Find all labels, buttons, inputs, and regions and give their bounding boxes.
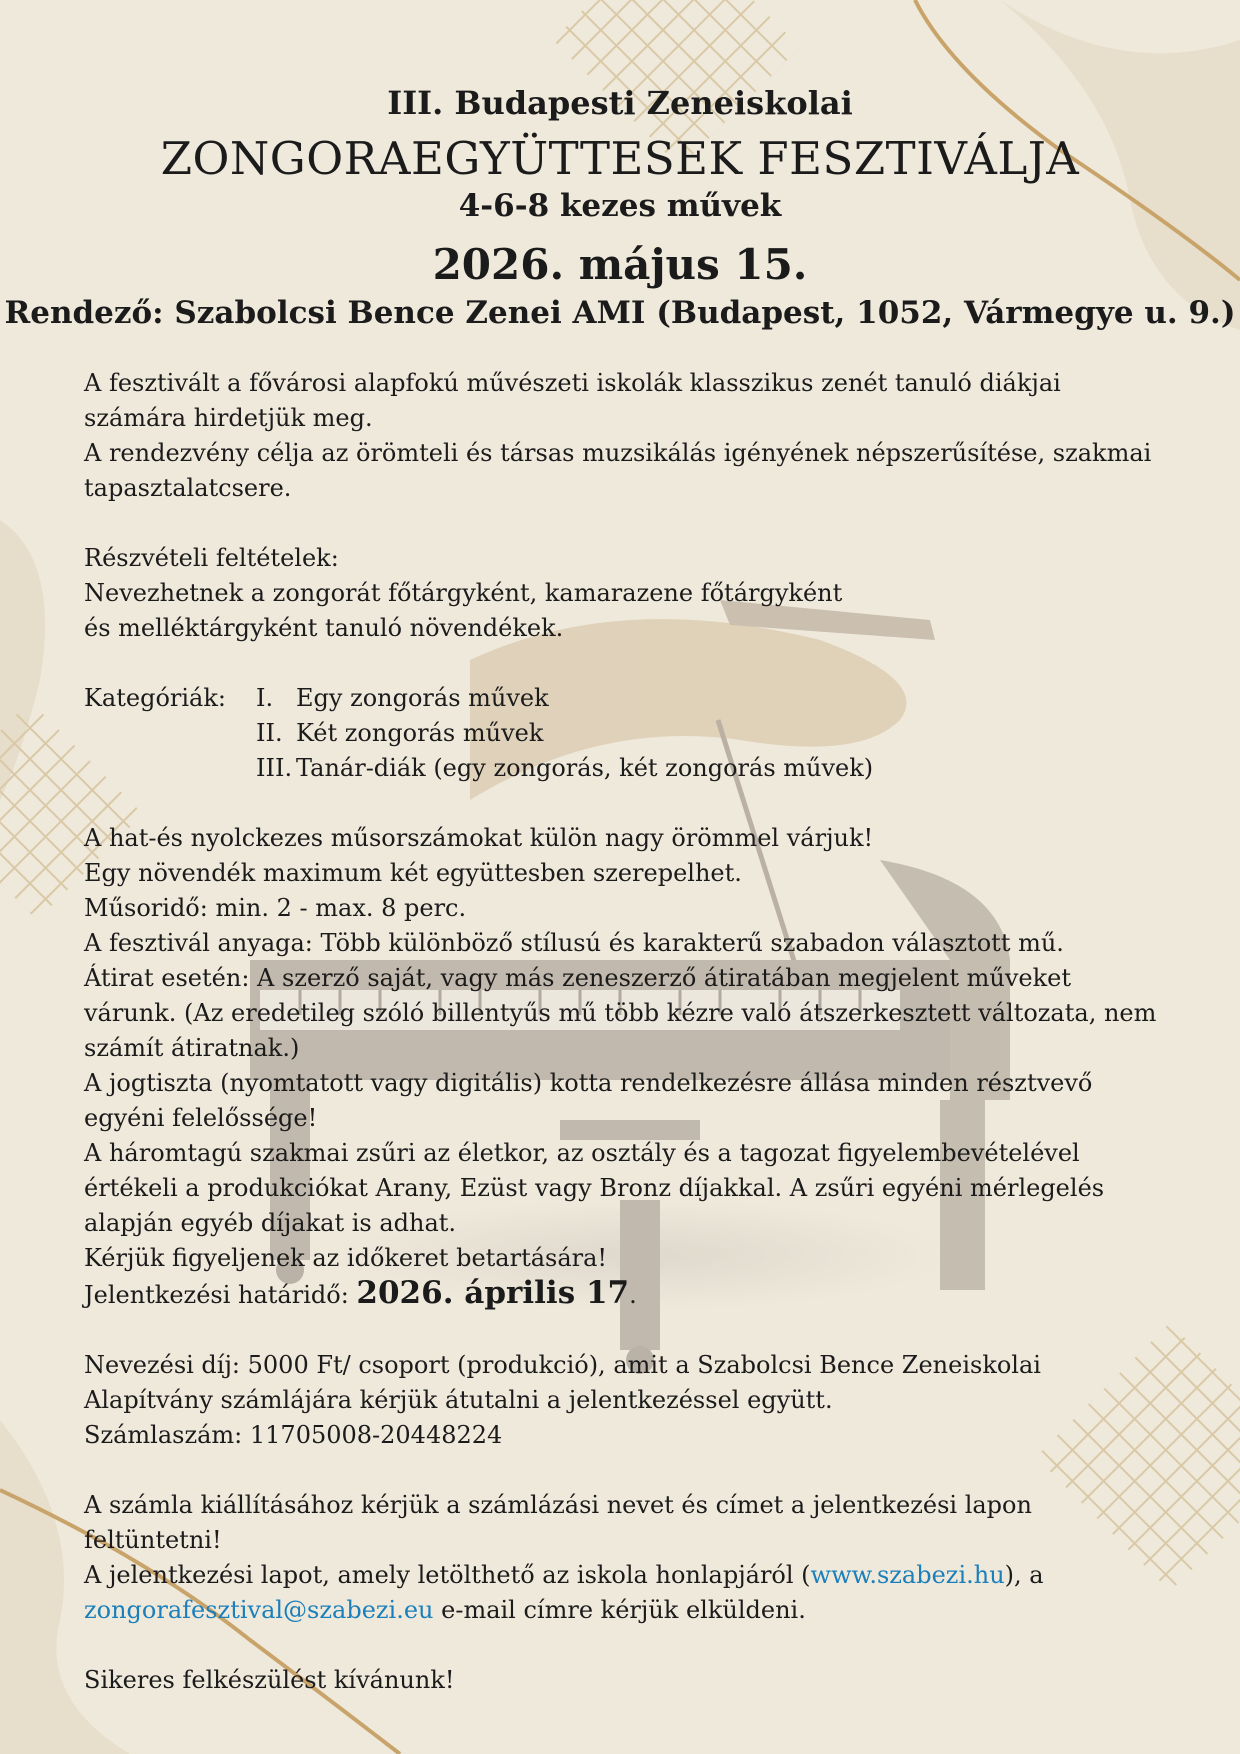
rule-line: A jogtiszta (nyomtatott vagy digitális) kotta rendelkezésre állása minden résztvevő egyéni felelőssége! xyxy=(84,1069,1093,1132)
category-row xyxy=(84,681,1164,716)
application-instructions: A jelentkezési lapot, amely letölthető az iskola honlapjáról (www.szabezi.hu), a zongorafesztival@szabezi.eu e-mail címre kérjük elküldeni. xyxy=(84,1561,1044,1624)
rule-line: Kérjük figyeljenek az időkeret betartására! xyxy=(84,1244,608,1272)
deadline-line: Jelentkezési határidő: 2026. április 17. xyxy=(84,1275,637,1311)
email-link[interactable]: zongorafesztival@szabezi.eu xyxy=(84,1596,434,1624)
rule-line: A hat-és nyolckezes műsorszámokat külön nagy örömmel várjuk! xyxy=(84,824,874,852)
festival-date: 2026. május 15. xyxy=(432,240,808,289)
festival-subtitle: 4-6-8 kezes művek xyxy=(458,188,782,224)
deadline-label: Jelentkezési határidő: xyxy=(84,1281,357,1309)
deadline-date: 2026. április 17 xyxy=(356,1275,630,1311)
conditions-title: Részvételi feltételek: xyxy=(84,544,339,572)
website-link[interactable]: www.szabezi.hu xyxy=(810,1561,1005,1589)
categories-label: Kategóriák: xyxy=(84,684,226,712)
category-row xyxy=(84,751,1164,786)
category-item: II. Két zongorás művek xyxy=(256,719,544,747)
category-item: III. Tanár-diák (egy zongorás, két zongorás művek) xyxy=(256,754,874,782)
rule-line: Átirat esetén: A szerző saját, vagy más zeneszerző átiratában megjelent műveket várunk. (Az eredetileg szóló billentyűs mű több kézre való átszerkesztett változata, nem számít átiratnak.) xyxy=(84,964,1157,1062)
category-row xyxy=(84,716,1164,751)
flyer-body xyxy=(84,366,1164,1698)
category-item: I. Egy zongorás művek xyxy=(256,684,549,712)
rule-line: A fesztivál anyaga: Több különböző stílusú és karakterű szabadon választott mű. xyxy=(84,929,1064,957)
conditions-text: Nevezhetnek a zongorát főtárgyként, kamarazene főtárgyként és melléktárgyként tanuló növendékek. xyxy=(84,579,843,642)
invoice-note: A számla kiállításához kérjük a számlázási nevet és címet a jelentkezési lapon feltüntetni! xyxy=(84,1491,1032,1554)
rule-line: Egy növendék maximum két együttesben szerepelhet. xyxy=(84,859,742,887)
fee-text: Nevezési díj: 5000 Ft/ csoport (produkció), amit a Szabolcsi Bence Zeneiskolai Alapítvány számlájára kérjük átutalni a jelentkezéssel együtt. xyxy=(84,1351,1041,1414)
rule-line: A háromtagú szakmai zsűri az életkor, az osztály és a tagozat figyelembevételével értékeli a produkciókat Arany, Ezüst vagy Bronz díjakkal. A zsűri egyéni mérlegelés alapján egyéb díjakat is adhat. xyxy=(84,1139,1105,1237)
organizer-line: Rendező: Szabolcsi Bence Zenei AMI (Budapest, 1052, Vármegye u. 9.) xyxy=(4,295,1236,331)
festival-title: ZONGORAEGYÜTTESEK FESZTIVÁLJA xyxy=(160,132,1080,185)
closing-line: Sikeres felkészülést kívánunk! xyxy=(84,1666,455,1694)
intro-paragraph-1: A fesztivált a fővárosi alapfokú művészeti iskolák klasszikus zenét tanuló diákjai számára hirdetjük meg. xyxy=(84,369,1061,432)
festival-series-title: III. Budapesti Zeneiskolai xyxy=(387,84,853,122)
account-number: Számlaszám: 11705008-20448224 xyxy=(84,1421,503,1449)
intro-paragraph-2: A rendezvény célja az örömteli és társas muzsikálás igényének népszerűsítése, szakmai tapasztalatcsere. xyxy=(84,439,1152,502)
rule-line: Műsoridő: min. 2 - max. 8 perc. xyxy=(84,894,467,922)
